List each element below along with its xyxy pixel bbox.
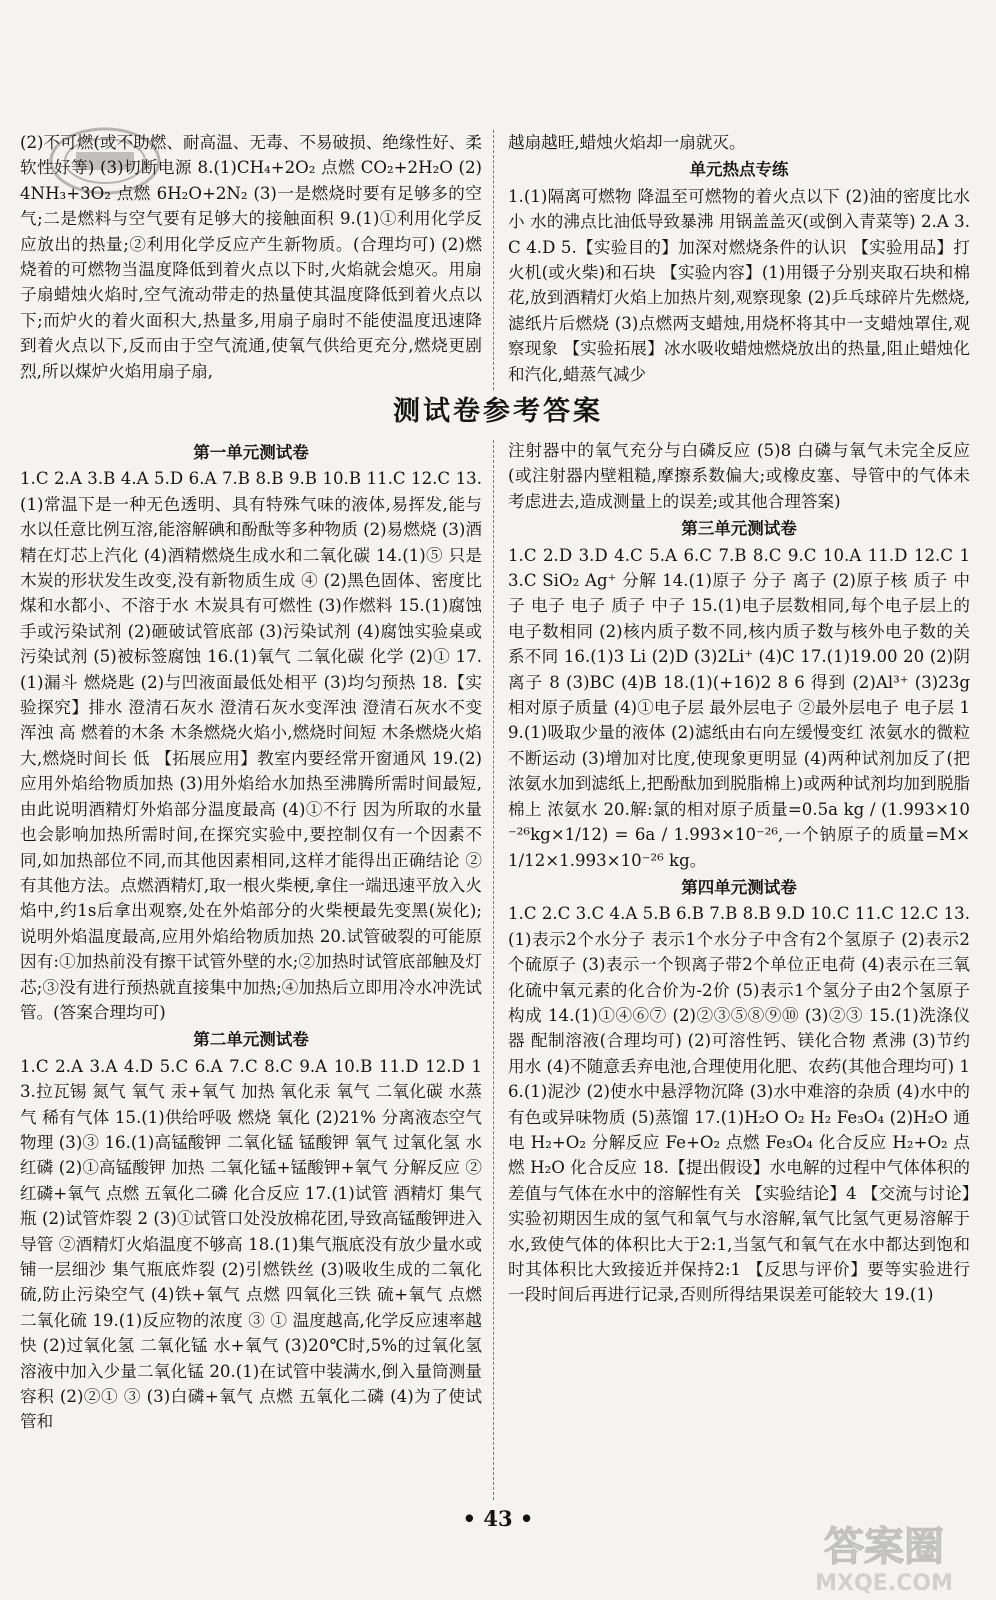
section-heading-unit-3: 第三单元测试卷 xyxy=(681,519,797,539)
top-left-paragraph: (2)不可燃(或不助燃、耐高温、无毒、不易破损、绝缘性好、柔软性好等) (3)切断电源 8.(1)CH₄+2O₂ 点燃 CO₂+2H₂O (2)4NH₃+3O₂ 点燃 6H₂O+2N₂ (3)一是燃烧时要有足够多的空气;二是燃料与空气要有足够大的接触面积 9.(1)①利用化学反应放出的热量;②利用化学反应产生新物质。(合理均可) (2)燃烧着的可燃物当温度降低到着火点以下时,火焰就会熄灭。用扇子扇蜡烛火焰时,空气流动带走的热量使其温度降低到着火点以下;而炉火的着火面积大,热量多,用扇子扇时不能使温度迅速降到着火点以下,反而由于空气流通,使氧气供给更充分,燃烧更剧烈,所以煤炉火焰用扇子扇, xyxy=(20,133,482,381)
unit-3-answers: 1.C 2.D 3.D 4.C 5.A 6.C 7.B 8.C 9.C 10.A 11.D 12.C 13.C SiO₂ Ag⁺ 分解 14.(1)原子 分子 离子 (2)原子核 质子 中子 电子 电子 质子 中子 15.(1)电子层数相同,每个电子层上的电子数相同 (2)核内质子数不同,核内质子数与核外电子数的关系不同 16.(1)3 Li (2)D (3)2Li⁺ (4)C 17.(1)19.00 20 (2)阴离子 8 (3)BC (4)B 18.(1)(+16)2 8 6 得到 (2)Al³⁺ (3)23g 相对原子质量 (4)①电子层 最外层电子 ②最外层电子 电子层 19.(1)吸取少量的液体 (2)滤纸由右向左缓慢变红 浓氨水的微粒不断运动 (3)增加对比度,使现象更明显 (4)两种试剂加反了(把浓氨水加到滤纸上,把酚酞加到脱脂棉上)或两种试剂均加到脱脂棉上 浓氨水 20.解:氯的相对原子质量=0.5a kg / (1.993×10⁻²⁶kg×1/12) = 6a / 1.993×10⁻²⁶,一个钠原子的质量=M×1/12×1.993×10⁻²⁶ kg。 xyxy=(508,545,970,870)
watermark-text: 答案圈 xyxy=(824,1524,944,1570)
unit-1-answers: 1.C 2.A 3.B 4.A 5.D 6.A 7.B 8.B 9.B 10.B 11.C 12.C 13.(1)常温下是一种无色透明、具有特殊气味的液体,易挥发,能与水以任意比例互溶,能溶解碘和酚酞等多种物质 (2)易燃烧 (3)酒精在灯芯上汽化 (4)酒精燃烧生成水和二氧化碳 14.(1)⑤ 只是木炭的形状发生改变,没有新物质生成 ④ (2)黑色固体、密度比煤和水都小、不溶于水 木炭具有可燃性 (3)作燃料 15.(1)腐蚀手或污染试剂 (2)砸破试管底部 (3)污染试剂 (4)腐蚀实验桌或污染试剂 (5)被标签腐蚀 16.(1)氧气 二氧化碳 化学 (2)① 17.(1)漏斗 燃烧匙 (2)与凹液面最低处相平 (3)均匀预热 18.【实验探究】排水 澄清石灰水 澄清石灰水变浑浊 澄清石灰水不变浑浊 高 燃着的木条 木条燃烧火焰小,燃烧时间短 木条燃烧火焰大,燃烧时间长 低 【拓展应用】教室内要经常开窗通风 19.(2)应用外焰给物质加热 (3)用外焰给水加热至沸腾所需时间最短,由此说明酒精灯外焰部分温度最高 (4)①不行 因为所取的水量也会影响加热所需时间,在探究实验中,要控制仅有一个因素不同,如加热部位不同,而其他因素相同,这样才能得出正确结论 ②有其他方法。点燃酒精灯,取一根火柴梗,拿住一端迅速平放入火焰中,约1s后拿出观察,处在外焰部分的火柴梗最先变黑(炭化);说明外焰温度最高,应用外焰给物质加热 20.试管破裂的可能原因有:①加热前没有擦干试管外壁的水;②加热时试管底部触及灯芯;③没有进行预热就直接集中加热;④加热后立即用冷水冲洗试管。(答案合理均可) xyxy=(20,469,482,1022)
column-divider-main xyxy=(493,440,494,1500)
top-right-lead: 越扇越旺,蜡烛火焰却一扇就灭。 xyxy=(508,133,746,152)
section-heading-unit-2: 第二单元测试卷 xyxy=(193,1030,309,1050)
unit-2-answers: 1.C 2.A 3.A 4.D 5.C 6.A 7.C 8.C 9.A 10.B 11.D 12.D 13.拉瓦锡 氮气 氧气 汞+氧气 加热 氧化汞 氧气 二氧化碳 水蒸气 稀有气体 15.(1)供给呼吸 燃烧 氧化 (2)21% 分离液态空气 物理 (3)③ 16.(1)高锰酸钾 二氧化锰 锰酸钾 氧气 过氧化氢 水 红磷 (2)①高锰酸钾 加热 二氧化锰+锰酸钾+氧气 分解反应 ②红磷+氧气 点燃 五氧化二磷 化合反应 17.(1)试管 酒精灯 集气瓶 (2)试管炸裂 2 (3)①试管口处没放棉花团,导致高锰酸钾进入导管 ②酒精灯火焰温度不够高 18.(1)集气瓶底没有放少量水或铺一层细沙 集气瓶底炸裂 (2)引燃铁丝 (3)吸收生成的二氧化硫,防止污染空气 (4)铁+氧气 点燃 四氧化三铁 硫+氧气 点燃 二氧化硫 19.(1)反应物的浓度 ③ ① 温度越高,化学反应速率越快 (2)过氧化氢 二氧化锰 水+氧气 (3)20℃时,5%的过氧化氢溶液中加入少量二氧化锰 20.(1)在试管中装满水,倒入量筒测量容积 (2)②① ③ (3)白磷+氧气 点燃 五氧化二磷 (4)为了使试管和 xyxy=(20,1056,482,1432)
unit-2-continued-answers: 注射器中的氧气充分与白磷反应 (5)8 白磷与氧气未完全反应(或注射器内壁粗糙,摩擦系数偏大;或橡皮塞、导管中的气体未考虑进去,造成测量上的误差;或其他合理答案) xyxy=(508,441,970,511)
page-number: • 43 • xyxy=(462,1506,534,1531)
watermark-logo-icon xyxy=(792,1514,978,1596)
unit-4-answers: 1.C 2.C 3.C 4.A 5.B 6.B 7.B 8.B 9.D 10.C 11.C 12.C 13.(1)表示2个水分子 表示1个水分子中含有2个氢原子 (2)表示2个硫原子 (3)表示一个钡离子带2个单位正电荷 (4)表示在三氧化硫中氧元素的化合价为-2价 (5)表示1个氢分子由2个氢原子构成 14.(1)①④⑥⑦ (2)②③⑤⑧⑨⑩ (3)②③ 15.(1)洗涤仪器 配制溶液(合理均可) (2)可溶性钙、镁化合物 煮沸 (3)节约用水 (4)不随意丢弃电池,合理使用化肥、农药(其他合理均可) 16.(1)泥沙 (2)使水中悬浮物沉降 (3)水中难溶的杂质 (4)水中的有色或异味物质 (5)蒸馏 17.(1)H₂O O₂ H₂ Fe₃O₄ (2)H₂O 通电 H₂+O₂ 分解反应 Fe+O₂ 点燃 Fe₃O₄ 化合反应 H₂+O₂ 点燃 H₂O 化合反应 18.【提出假设】水电解的过程中气体体积的差值与气体在水中的溶解性有关 【实验结论】4 【交流与讨论】实验初期因生成的氢气和氧气与水溶解,氧气比氢气更易溶解于水,致使气体的体积比大于2:1,当氢气和氧气在水中都达到饱和时其体积比大致接近并保持2:1 【反思与评价】要等实验进行一段时间后再进行记录,否则所得结果误差可能较大 19.(1) xyxy=(508,904,970,1305)
section-heading-hotspot: 单元热点专练 xyxy=(689,160,789,180)
top-left-column xyxy=(20,130,482,384)
watermark-url: MXQE.COM xyxy=(815,1571,953,1596)
hotspot-answers: 1.(1)隔离可燃物 降温至可燃物的着火点以下 (2)油的密度比水小 水的沸点比油低导致暴沸 用锅盖盖灭(或倒入青菜等) 2.A 3.C 4.D 5.【实验目的】加深对燃烧条件的认识 【实验用品】打火机(或火柴)和石块 【实验内容】(1)用镊子分别夹取石块和棉花,放到酒精灯火焰上加热片刻,观察现象 (2)乒乓球碎片先燃烧,滤纸片后燃烧 (3)点燃两支蜡烛,用烧杯将其中一支蜡烛罩住,观察现象 【实验拓展】冰水吸收蜡烛燃烧放出的热量,阻止蜡烛化和汽化,蜡蒸气减少 xyxy=(508,186,970,384)
page-title: 测试卷参考答案 xyxy=(393,396,603,427)
top-right-column xyxy=(508,130,970,387)
column-divider-top xyxy=(493,130,494,390)
main-left-column xyxy=(20,438,482,1435)
main-right-column xyxy=(508,438,970,1308)
section-heading-unit-1: 第一单元测试卷 xyxy=(193,443,309,462)
section-heading-unit-4: 第四单元测试卷 xyxy=(681,877,797,897)
